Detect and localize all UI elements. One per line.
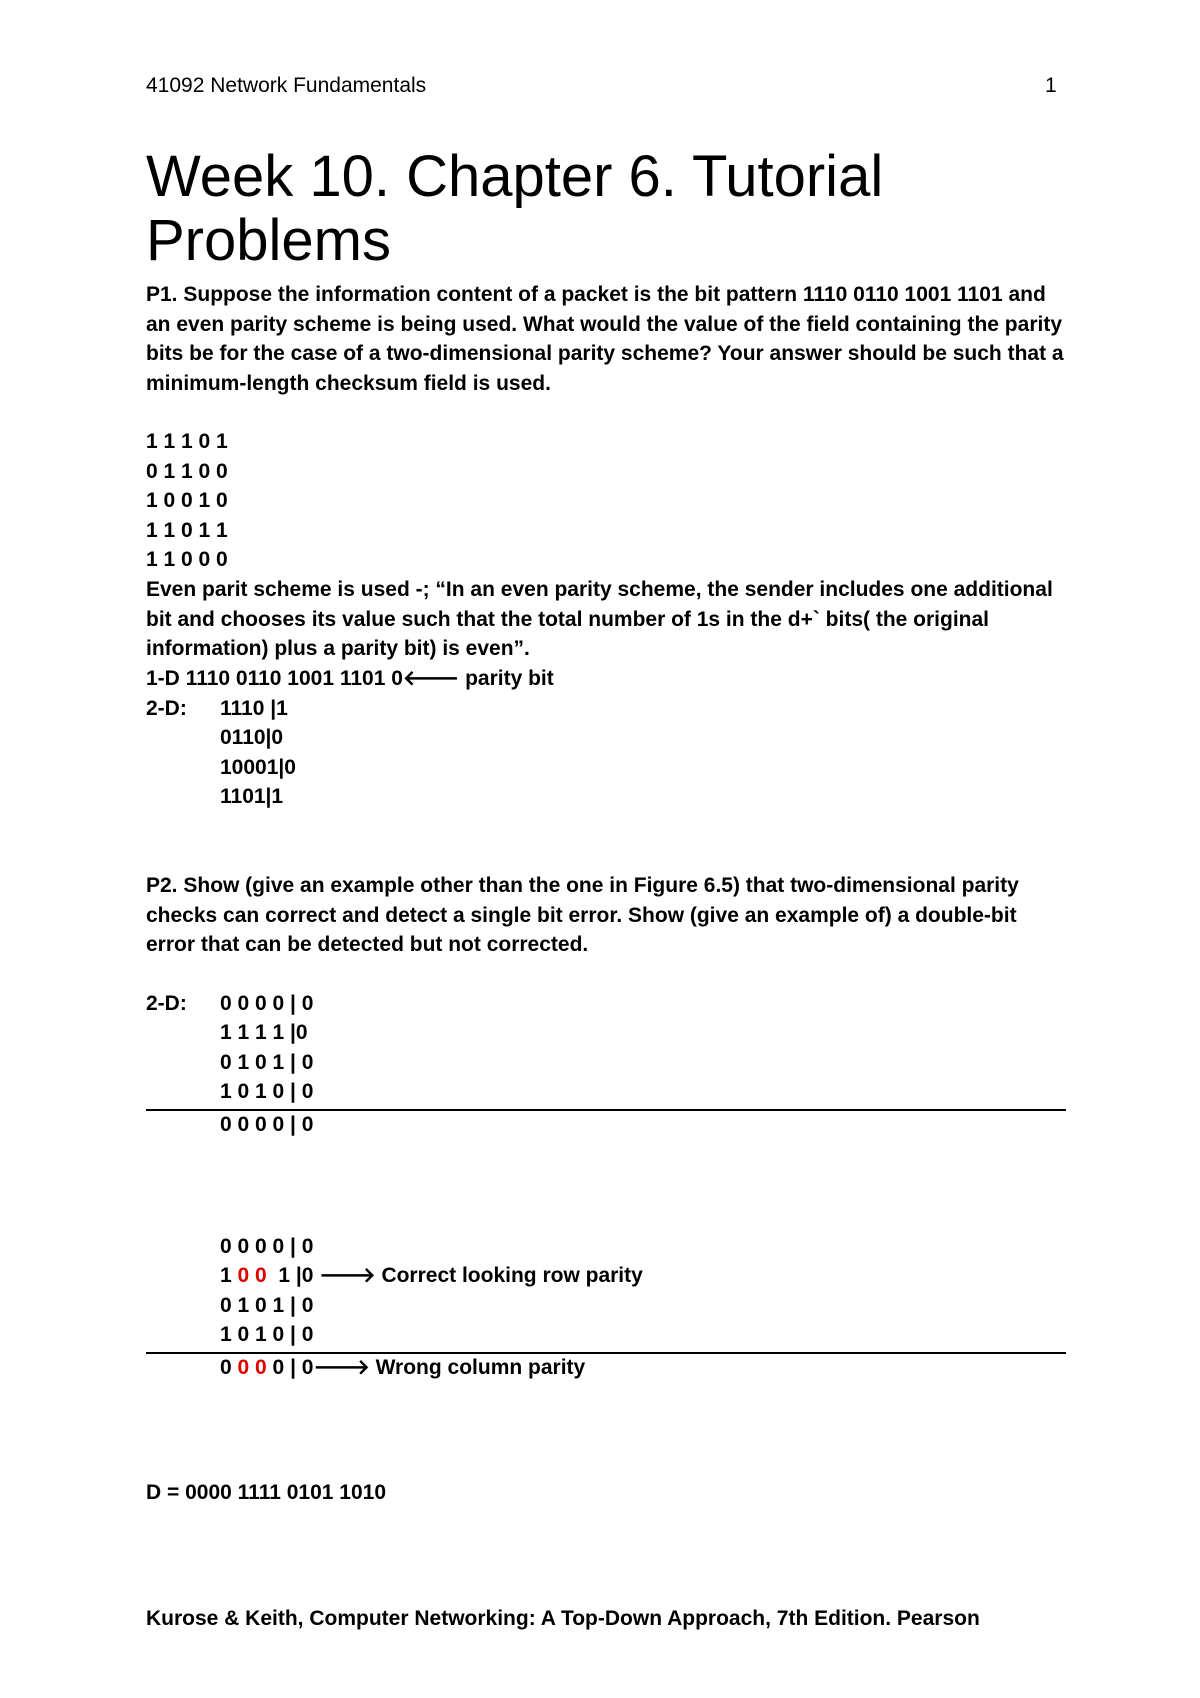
p1-two-d-row: 1110 |1 [220, 697, 288, 720]
p2-wrong-column-parity-row: 0 0 0 0 | 0🡒 Wrong column parity [220, 1356, 586, 1379]
d-value: D = 0000 1111 0101 1010 [146, 1481, 386, 1504]
flipped-bits: 0 0 [237, 1356, 267, 1379]
p2-column-parity-row: 0 0 0 0 | 0 [220, 1113, 314, 1136]
p1-matrix-row: 1 1 1 0 1 [146, 430, 228, 453]
p1-matrix-row: 1 1 0 0 0 [146, 548, 228, 571]
p2-question: P2. Show (give an example other than the one in Figure 6.5) that two-dimensional parity checks can correct and detect a single bit error. Show (give an example of) a double-bit error that can be detected but not corrected. [146, 874, 1019, 956]
p1-one-d: 1-D 1110 0110 1001 1101 0🡐 parity bit [146, 667, 554, 690]
p2-row: 1 0 1 0 | 0 [220, 1080, 314, 1103]
p1-matrix-row: 1 0 0 1 0 [146, 489, 228, 512]
page-title: Week 10. Chapter 6. Tutorial Problems [146, 144, 884, 273]
p1-two-d-row: 1101|1 [220, 785, 284, 808]
p1-two-d-row: 10001|0 [220, 756, 296, 779]
p1-question: P1. Suppose the information content of a packet is the bit pattern 1110 0110 1001 1101 and an even parity scheme is being used. What would the value of the field containing the parity bits be for the case of a two-dimensional parity scheme? Your answer should be such that a minimum-length checksum field is used. [146, 283, 1064, 395]
flipped-bits: 0 0 [237, 1264, 267, 1287]
p2-error-row: 0 1 0 1 | 0 [220, 1294, 314, 1317]
p1-explanation: Even parit scheme is used -; “In an even parity scheme, the sender includes one additional bit and chooses its value such that the total number of 1s in the d+` bits( the original information) plus a parity bit) is even”. [146, 578, 1053, 660]
p2-error-row: 1 0 0 1 |0 🡒 Correct looking row parity [220, 1264, 643, 1287]
p1-matrix-row: 1 1 0 1 1 [146, 519, 228, 542]
p2-row: 0 1 0 1 | 0 [220, 1051, 314, 1074]
page-number: 1 [1045, 74, 1057, 97]
p2-error-row: 1 0 1 0 | 0 [220, 1323, 314, 1346]
p2-row: 1 1 1 1 |0 [220, 1021, 308, 1044]
p1-two-d-row: 0110|0 [220, 726, 284, 749]
p2-two-d-label: 2-D: [146, 992, 187, 1015]
footer-citation: Kurose & Keith, Computer Networking: A Top-Down Approach, 7th Edition. Pearson [146, 1607, 980, 1630]
p2-error-row: 0 0 0 0 | 0 [220, 1235, 314, 1258]
p1-matrix-row: 0 1 1 0 0 [146, 460, 228, 483]
header-course: 41092 Network Fundamentals [146, 74, 427, 97]
p2-row: 0 0 0 0 | 0 [220, 992, 314, 1015]
p1-two-d-label: 2-D: [146, 697, 187, 720]
